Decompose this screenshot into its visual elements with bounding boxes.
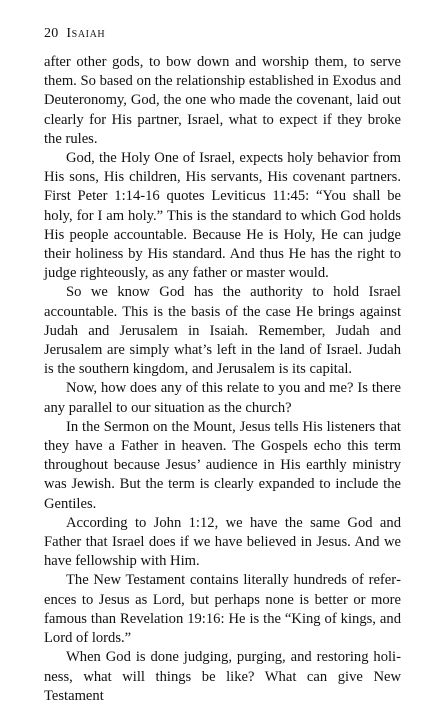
paragraph-question: Now, how does any of this relate to you and me? Is there any parallel to our situation as the church?: [44, 380, 401, 416]
paragraph-continued: after other gods, to bow down and worship them, to serve them. So based on the relationship established in Exodus and Deuteronomy, God, the one who made the covenant, laid out clearly for His partner, Israel, what to expect if they broke the rules.: [44, 54, 401, 147]
running-title: Isaiah: [66, 26, 106, 41]
page-number: 20: [44, 26, 59, 41]
paragraph-holy-one: God, the Holy One of Israel, expects holy behavior from His sons, His children, His servants, His covenant partners. First Peter 1:14-16 quotes Leviticus 11:45: “You shall be holy, for I am holy.” This is the standard to which God holds His people accountable. Because He is Holy, He can judge their holiness by His standard. And thus He has the right to judge righteously, as any father or master would.: [44, 150, 401, 282]
paragraph-when-god: When God is done judging, purging, and restoring holiness, what will things be like? What can give New Testament: [44, 649, 401, 704]
body-text: [44, 53, 401, 706]
paragraph-sermon: In the Sermon on the Mount, Jesus tells His listeners that they have a Father in heaven. The Gospels echo this term throughout because Jesus’ audience in His earthly ministry was Jewish. But the term is clearly expanded to include the Gentiles.: [44, 418, 401, 512]
paragraph-john: According to John 1:12, we have the same God and Father that Israel does if we have believed in Jesus. And we have fellowship with Him.: [44, 514, 401, 570]
paragraph-new-testament: The New Testament contains literally hundreds of references to Jesus as Lord, but perhaps none is better or more famous than Revelation 19:16: He is the “King of kings, and Lord of lords.”: [44, 572, 401, 647]
paragraph-authority: So we know God has the authority to hold Israel accountable. This is the basis of the case He brings against Judah and Jerusalem in Isaiah. Remember, Judah and Jerusalem are simply what’s left in the land of Israel. Judah is the southern kingdom, and Jerusalem is its capital.: [44, 284, 401, 378]
running-header: [44, 26, 105, 42]
